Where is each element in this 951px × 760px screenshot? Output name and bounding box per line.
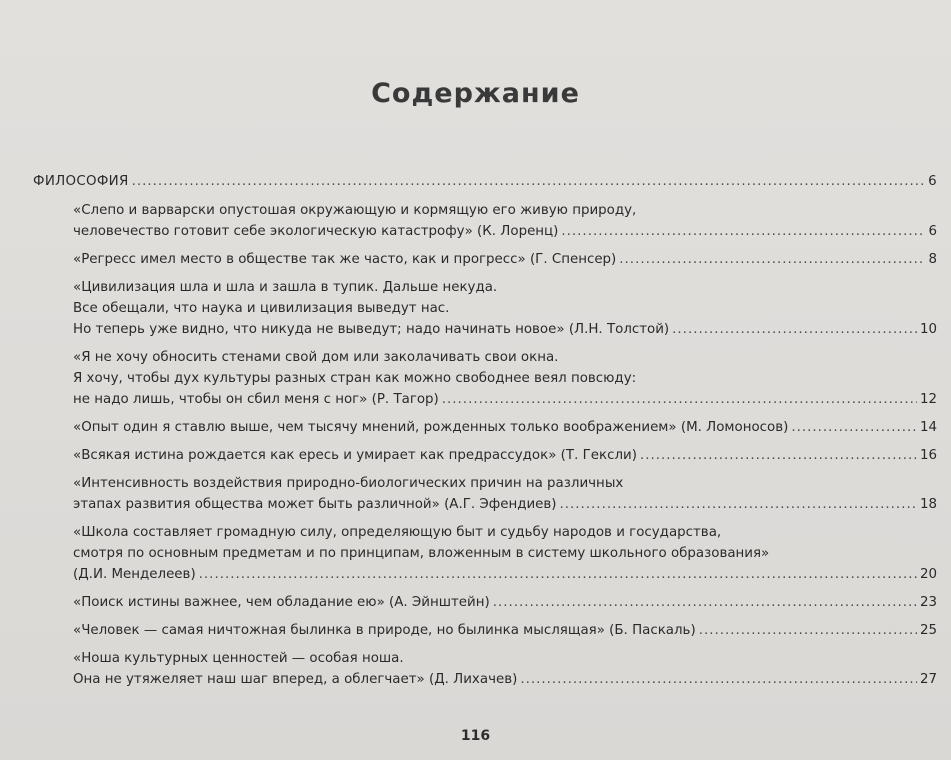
toc-entry-page: 14: [919, 420, 937, 435]
toc-entry-last-line: [73, 319, 937, 340]
toc-entry-last-line: [73, 389, 937, 410]
dot-leader: [520, 669, 917, 690]
toc-entry-text: «Поиск истины важнее, чем обладание ею» (А. Эйнштейн): [73, 595, 490, 610]
toc-entry-text: человечество готовит себе экологическую катастрофу» (К. Лоренц): [73, 224, 559, 239]
dot-leader: [561, 221, 924, 242]
toc-entry: [73, 200, 937, 242]
toc-entry-last-line: [73, 620, 937, 641]
toc-entry-line: Все обещали, что наука и цивилизация выведут нас.: [73, 301, 450, 316]
toc-entry: [73, 648, 937, 690]
dot-leader: [699, 620, 917, 641]
section-page: 6: [928, 174, 937, 189]
section-label: ФИЛОСОФИЯ: [33, 174, 129, 189]
page-number: 116: [460, 728, 491, 744]
dot-leader: [199, 564, 917, 585]
toc-entry-text: «Всякая истина рождается как ересь и умирает как предрассудок» (Т. Гексли): [73, 448, 637, 463]
toc-entry-page: 27: [919, 672, 937, 687]
toc-entry-last-line: [73, 417, 937, 438]
toc-entry-last-line: [73, 592, 937, 613]
toc-entry: [73, 620, 937, 641]
toc-entry: [73, 249, 937, 270]
toc-entry: [73, 473, 937, 515]
toc-entry-text: не надо лишь, чтобы он сбил меня с ног» (Р. Тагор): [73, 392, 439, 407]
toc-entry-page: 18: [919, 497, 937, 512]
toc-entry-text: «Человек — самая ничтожная былинка в природе, но былинка мыслящая» (Б. Паскаль): [73, 623, 696, 638]
toc-entry-page: 23: [919, 595, 937, 610]
toc-entry-page: 25: [919, 623, 937, 638]
toc-entry-line: «Школа составляет громадную силу, определяющую быт и судьбу народов и государства,: [73, 525, 722, 540]
toc-entry-last-line: [73, 249, 937, 270]
toc-entry-page: 16: [919, 448, 937, 463]
toc-entry-last-line: [73, 564, 937, 585]
toc-entry-text: «Опыт один я ставлю выше, чем тысячу мнений, рожденных только воображением» (М. Ломоносов): [73, 420, 789, 435]
toc-entry-page: 8: [928, 252, 937, 267]
toc-entry-last-line: [73, 221, 937, 242]
toc-entry-line: смотря по основным предметам и по принципам, вложенным в систему школьного образования»: [73, 546, 770, 561]
toc-entry-text: Но теперь уже видно, что никуда не выведут; надо начинать новое» (Л.Н. Толстой): [73, 322, 670, 337]
toc-entry-text: «Регресс имел место в обществе так же часто, как и прогресс» (Г. Спенсер): [73, 252, 617, 267]
dot-leader: [560, 494, 917, 515]
toc-entries: [33, 200, 937, 690]
toc-entry-text: (Д.И. Менделеев): [73, 567, 196, 582]
toc-entry-page: 12: [919, 392, 937, 407]
toc-entry-line: Я хочу, чтобы дух культуры разных стран как можно свободнее веял повсюду:: [73, 371, 637, 386]
toc-entry-line: «Слепо и варварски опустошая окружающую и кормящую его живую природу,: [73, 203, 637, 218]
dot-leader: [640, 445, 917, 466]
dot-leader: [442, 389, 917, 410]
toc-entry: [73, 445, 937, 466]
toc-entry-last-line: [73, 445, 937, 466]
toc-entry: [73, 522, 937, 585]
toc-entry-text: этапах развития общества может быть различной» (А.Г. Эфендиев): [73, 497, 557, 512]
table-of-contents: [33, 171, 937, 697]
toc-entry-last-line: [73, 494, 937, 515]
page-title: Содержание: [371, 78, 580, 109]
toc-entry-line: «Цивилизация шла и шла и зашла в тупик. Дальше некуда.: [73, 280, 498, 295]
toc-entry: [73, 592, 937, 613]
toc-entry-line: «Интенсивность воздействия природно-биологических причин на различных: [73, 476, 624, 491]
toc-entry-line: «Я не хочу обносить стенами свой дом или заколачивать свои окна.: [73, 350, 559, 365]
toc-entry: [73, 277, 937, 340]
toc-entry-page: 10: [919, 322, 937, 337]
dot-leader: [791, 417, 917, 438]
toc-entry-page: 20: [919, 567, 937, 582]
toc-entry-last-line: [73, 669, 937, 690]
dot-leader: [619, 249, 924, 270]
dot-leader: [132, 171, 924, 192]
toc-entry-text: Она не утяжеляет наш шаг вперед, а облегчает» (Д. Лихачев): [73, 672, 518, 687]
toc-entry: [73, 347, 937, 410]
toc-entry-page: 6: [928, 224, 937, 239]
dot-leader: [672, 319, 917, 340]
dot-leader: [493, 592, 917, 613]
toc-entry: [73, 417, 937, 438]
toc-section-philosophy: [33, 171, 937, 192]
toc-entry-line: «Ноша культурных ценностей — особая ноша.: [73, 651, 404, 666]
